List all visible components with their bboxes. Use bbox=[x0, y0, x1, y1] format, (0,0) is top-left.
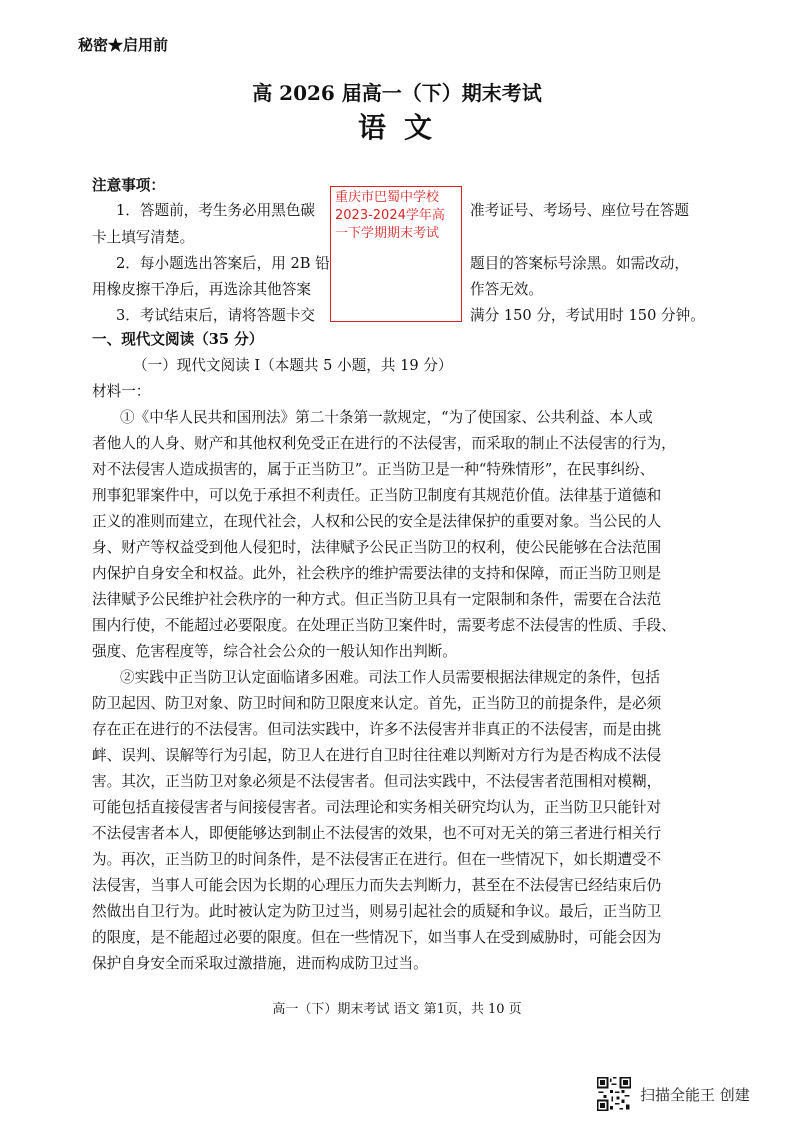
passage-line: 法律赋予公民维护社会秩序的一种方式。但正当防卫具有一定限制和条件，需要在合法范 bbox=[92, 591, 662, 608]
section-heading: 一、现代文阅读（35 分） bbox=[92, 331, 264, 348]
passage-line: 保护自身安全而采取过激措施，进而构成防卫过当。 bbox=[92, 955, 428, 972]
passage-line: 法侵害，当事人可能会因为长期的心理压力而失去判断力，甚至在不法侵害已经结束后仍 bbox=[92, 877, 662, 894]
notice-line: 2．每小题选出答案后，用 2B 铅 bbox=[116, 255, 330, 272]
stamp-line: 重庆市巴蜀中学校 bbox=[335, 190, 440, 205]
passage-line: 身、财产等权益受到他人侵犯时，法律赋予公民正当防卫的权利，使公民能够在合法范围 bbox=[92, 539, 662, 556]
notice-line: 3．考试结束后，请将答题卡交 bbox=[116, 307, 316, 324]
sub-section-heading: （一）现代文阅读 Ⅰ（本题共 5 小题，共 19 分） bbox=[133, 357, 453, 374]
notice-line: 1．答题前，考生务必用黑色碳 bbox=[116, 202, 316, 219]
passage-line: 围内行使，不能超过必要限度。在处理正当防卫案件时，需要考虑不法侵害的性质、手段、 bbox=[92, 617, 676, 634]
notice-line: 用橡皮擦干净后，再选涂其他答案 bbox=[92, 281, 311, 298]
scan-watermark bbox=[597, 1077, 750, 1111]
material-label: 材料一： bbox=[92, 383, 151, 400]
stamp-line: 一下学期期末考试 bbox=[335, 226, 440, 241]
confidential-label: 秘密★启用前 bbox=[78, 36, 169, 54]
notice-line: 满分 150 分，考试用时 150 分钟。 bbox=[470, 307, 705, 324]
exam-title: 高 2026 届高一（下）期末考试 bbox=[252, 81, 542, 105]
notice-line: 卡上填写清楚。 bbox=[92, 229, 195, 246]
scan-label: 扫描全能王 创建 bbox=[640, 1085, 750, 1104]
passage-line: 防卫起因、防卫对象、防卫时间和防卫限度来认定。首先，正当防卫的前提条件，是必须 bbox=[92, 695, 662, 712]
stamp-line: 2023-2024学年高 bbox=[335, 208, 445, 223]
passage-line: 存在正在进行的不法侵害。但司法实践中，许多不法侵害并非真正的不法侵害，而是由挑 bbox=[92, 721, 662, 738]
passage-line: 害。其次，正当防卫对象必须是不法侵害者。但司法实践中，不法侵害者范围相对模糊， bbox=[92, 773, 662, 790]
passage-line: 内保护自身安全和权益。此外，社会秩序的维护需要法律的支持和保障，而正当防卫则是 bbox=[92, 565, 662, 582]
page-footer: 高一（下）期末考试 语文 第1页，共 10 页 bbox=[272, 1002, 522, 1017]
passage-line: ①《中华人民共和国刑法》第二十条第一款规定，“为了使国家、公共利益、本人或 bbox=[120, 409, 653, 426]
school-stamp bbox=[330, 186, 462, 322]
passage-line: 为。再次，正当防卫的时间条件，是不法侵害正在进行。但在一些情况下，如长期遭受不 bbox=[92, 851, 662, 868]
notice-line: 题目的答案标号涂黑。如需改动， bbox=[470, 255, 689, 272]
subject-title: 语文 bbox=[357, 111, 450, 144]
passage-line: 对不法侵害人造成损害的，属于正当防卫”。正当防卫是一种“特殊情形”，在民事纠纷、 bbox=[92, 461, 655, 478]
passage-line: 可能包括直接侵害者与间接侵害者。司法理论和实务相关研究均认为，正当防卫只能针对 bbox=[92, 799, 662, 816]
passage-line: 不法侵害者本人，即便能够达到制止不法侵害的效果，也不可对无关的第三者进行相关行 bbox=[92, 825, 662, 842]
notice-line: 准考证号、考场号、座位号在答题 bbox=[470, 202, 689, 219]
passage-line: 然做出自卫行为。此时被认定为防卫过当，则易引起社会的质疑和争议。最后，正当防卫 bbox=[92, 903, 662, 920]
notice-heading: 注意事项： bbox=[92, 177, 165, 194]
passage-line: 的限度，是不能超过必要的限度。但在一些情况下，如当事人在受到威胁时，可能会因为 bbox=[92, 929, 662, 946]
passage-line: 刑事犯罪案件中，可以免于承担不利责任。正当防卫制度有其规范价值。法律基于道德和 bbox=[92, 487, 662, 504]
notice-line: 作答无效。 bbox=[470, 281, 543, 298]
passage-line: 衅、误判、误解等行为引起，防卫人在进行自卫时往往难以判断对方行为是否构成不法侵 bbox=[92, 747, 662, 764]
passage-line: 强度、危害程度等，综合社会公众的一般认知作出判断。 bbox=[92, 643, 457, 660]
qr-code-icon bbox=[597, 1077, 631, 1111]
passage-line: ②实践中正当防卫认定面临诸多困难。司法工作人员需要根据法律规定的条件，包括 bbox=[120, 669, 660, 686]
passage-line: 正义的准则而建立，在现代社会，人权和公民的安全是法律保护的重要对象。当公民的人 bbox=[92, 513, 662, 530]
passage-line: 者他人的人身、财产和其他权利免受正在进行的不法侵害，而采取的制止不法侵害的行为， bbox=[92, 435, 676, 452]
